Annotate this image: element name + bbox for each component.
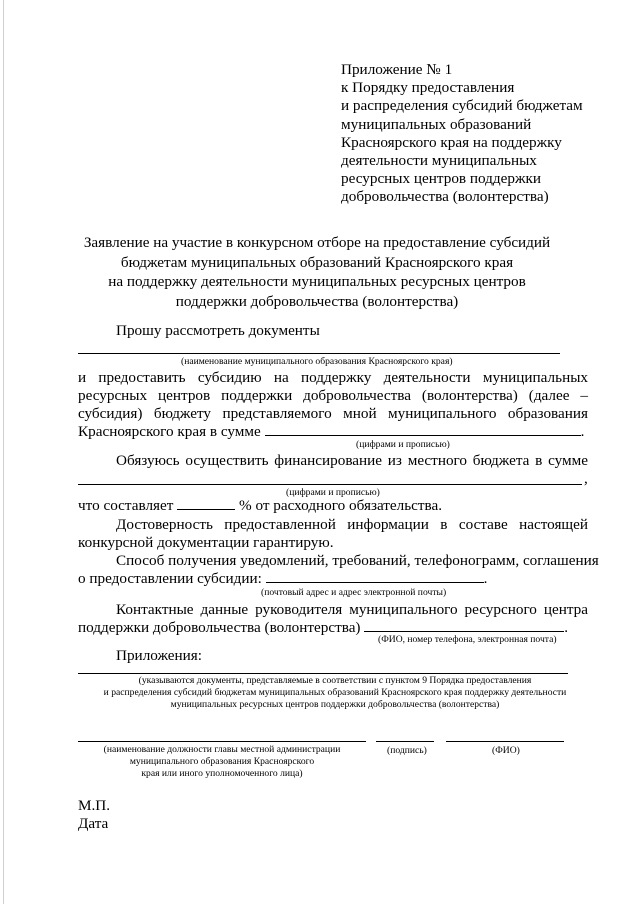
paragraph-1-line-2: ресурсных центров поддержки добровольчества (волонтерства) (далее –	[78, 387, 588, 404]
fio-field[interactable]	[446, 741, 564, 742]
municipality-field[interactable]	[78, 353, 560, 354]
appendix-line: к Порядку предоставления	[341, 79, 515, 97]
paragraph-1-line-4	[78, 423, 584, 441]
paragraph-1-line-1: и предоставить субсидию на поддержку деятельности муниципальных	[78, 369, 588, 386]
hint-address: (почтовый адрес и адрес электронной почты)	[261, 587, 447, 598]
appendix-line: деятельности муниципальных	[341, 152, 537, 170]
contacts-field[interactable]	[364, 619, 564, 632]
title-line: поддержки добровольчества (волонтерства)	[175, 292, 459, 310]
hint-amount-1: (цифрами и прописью)	[356, 439, 450, 450]
hint-position	[72, 744, 372, 780]
appendix-line: ресурсных центров поддержки	[341, 170, 541, 188]
appendix-header	[341, 61, 611, 207]
attachments-field[interactable]	[78, 673, 568, 674]
hint-signature: (подпись)	[387, 745, 427, 756]
hint-attachments-line: и распределения субсидий бюджетам муниципальных образований Красноярского края поддержку деятельности	[103, 687, 567, 698]
appendix-line: и распределения субсидий бюджетам	[341, 97, 583, 115]
amount-prefix: Красноярского края в сумме	[78, 423, 261, 440]
title-line: на поддержку деятельности муниципальных ресурсных центров	[108, 273, 526, 290]
paragraph-3-line-1: Достоверность предоставленной информации в составе настоящей	[116, 516, 588, 533]
hint-position-line: муниципального образования Красноярского	[129, 756, 315, 767]
request-intro: Прошу рассмотреть документы	[116, 322, 320, 339]
notification-address-field[interactable]	[266, 570, 484, 583]
appendix-line: Приложение № 1	[341, 61, 453, 78]
date-label: Дата	[78, 815, 109, 832]
percent-prefix: что составляет	[78, 497, 174, 514]
title-line: бюджетам муниципальных образований Красноярского края	[120, 253, 514, 271]
contacts-prefix: поддержки добровольчества (волонтерства)	[78, 619, 361, 636]
title-line: Заявление на участие в конкурсном отборе на предоставление субсидий	[83, 234, 551, 251]
paragraph-4-line-2	[78, 570, 487, 588]
percent-suffix: % от расходного обязательства.	[239, 497, 443, 514]
hint-attachments	[60, 675, 610, 711]
appendix-line: Красноярского края на поддержку	[341, 133, 562, 151]
signature-field[interactable]	[376, 741, 434, 742]
paragraph-2-line-1: Обязуюсь осуществить финансирование из местного бюджета в сумме	[116, 452, 588, 469]
document-title	[60, 233, 574, 311]
percent-field[interactable]	[177, 497, 235, 510]
appendix-line: муниципальных образований	[341, 115, 532, 133]
hint-position-line: (наименование должности главы местной администрации	[103, 744, 341, 755]
appendix-line: добровольчества (волонтерства)	[341, 188, 549, 206]
hint-amount-2: (цифрами и прописью)	[286, 487, 380, 498]
attachments-label: Приложения:	[116, 647, 202, 664]
hint-municipality: (наименование муниципального образования Красноярского края)	[181, 356, 453, 367]
hint-fio: (ФИО)	[492, 745, 520, 756]
paragraph-1-line-3: субсидия) бюджету представляемого мной муниципального образования	[78, 405, 588, 422]
position-field[interactable]	[78, 741, 366, 742]
contacts-suffix: .	[564, 619, 569, 636]
hint-attachments-line: муниципальных ресурсных центров поддержки добровольчества (волонтерства)	[170, 699, 500, 710]
hint-position-line: края или иного уполномоченного лица)	[141, 768, 303, 779]
paragraph-3-line-2: конкурсной документации гарантирую.	[78, 534, 334, 551]
local-budget-comma: ,	[584, 470, 588, 487]
notification-suffix: .	[483, 570, 488, 587]
hint-contacts: (ФИО, номер телефона, электронная почта)	[378, 634, 557, 645]
paragraph-2-line-3	[78, 497, 442, 515]
seal-label: М.П.	[78, 797, 111, 814]
notification-prefix: о предоставлении субсидии:	[78, 570, 262, 587]
amount-suffix: .	[580, 423, 585, 440]
paragraph-5-line-1: Контактные данные руководителя муниципального ресурсного центра	[116, 601, 588, 618]
paragraph-4-line-1: Способ получения уведомлений, требований, телефонограмм, соглашения	[116, 552, 599, 569]
hint-attachments-line: (указываются документы, представляемые в соответствии с пунктом 9 Порядка предоставления	[138, 675, 532, 686]
subsidy-amount-field[interactable]	[265, 423, 581, 436]
local-budget-amount-field[interactable]	[78, 484, 582, 485]
scan-edge-line	[3, 0, 4, 904]
